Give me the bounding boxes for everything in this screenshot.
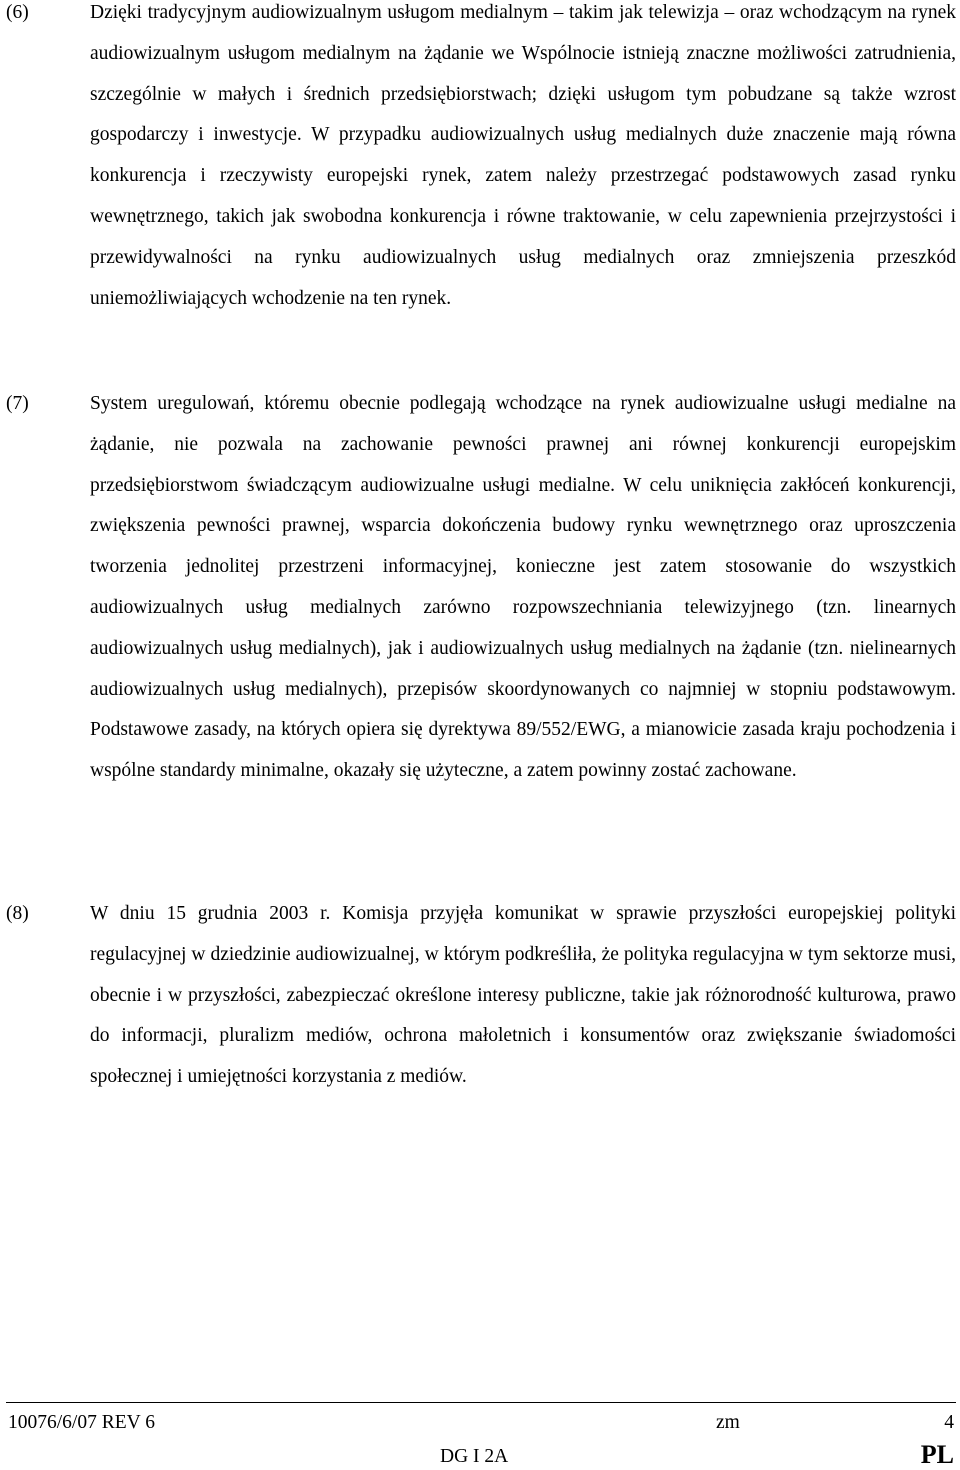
paragraph-number: (8): [6, 903, 29, 924]
paragraph-6: [6, 0, 956, 319]
paragraph-text: W dniu 15 grudnia 2003 r. Komisja przyjęła komunikat w sprawie przyszłości europejskiej polityki regulacyjnej w dziedzinie audiowizualnej, w którym podkreśliła, że polityka regulacyjna w tym sektorze musi, obecnie i w przyszłości, zabezpieczać określone interesy publiczne, takie jak różnorodność kulturowa, prawo do informacji, pluralizm mediów, ochrona małoletnich i konsumentów oraz zwiększanie świadomości społecznej i umiejętności korzystania z mediów.: [90, 903, 956, 1088]
paragraph-text: System uregulowań, któremu obecnie podlegają wchodzące na rynek audiowizualne usługi medialne na żądanie, nie pozwala na zachowanie pewności prawnej ani równej konkurencji europejskim przedsiębiorstwom świadczącym audiowizualne usługi medialne. W celu uniknięcia zakłóceń konkurencji, zwiększenia pewności prawnej, wsparcia dokończenia budowy rynku wewnętrznego oraz uproszczenia tworzenia jednolitej przestrzeni informacyjnej, konieczne jest zatem stosowanie do wszystkich audiowizualnych usług medialnych zarówno rozpowszechniania telewizyjnego (tzn. linearnych audiowizualnych usług medialnych), jak i audiowizualnych usług medialnych na żądanie (tzn. nielinearnych audiowizualnych usług medialnych), przepisów skoordynowanych co najmniej w stopniu podstawowym. Podstawowe zasady, na których opiera się dyrektywa 89/552/EWG, a mianowicie zasada kraju pochodzenia i wspólne standardy minimalne, okazały się użyteczne, a zatem powinny zostać zachowane.: [90, 393, 956, 782]
department-code: DG I 2A: [440, 1446, 509, 1467]
page-number: 4: [944, 1412, 954, 1433]
paragraph-8: [6, 894, 956, 1098]
document-reference: 10076/6/07 REV 6: [8, 1412, 155, 1433]
paragraph-number: (6): [6, 2, 29, 23]
paragraph-number: (7): [6, 393, 29, 414]
paragraph-text: Dzięki tradycyjnym audiowizualnym usługom medialnym – takim jak telewizja – oraz wchodzącym na rynek audiowizualnym usługom medialnym na żądanie we Wspólnocie istnieją znaczne możliwości zatrudnienia, szczególnie w małych i średnich przedsiębiorstwach; dzięki usługom tym pobudzane są także wzrost gospodarczy i inwestycje. W przypadku audiowizualnych usług medialnych duże znaczenie mają równa konkurencja i rzeczywisty europejski rynek, zatem należy przestrzegać podstawowych zasad rynku wewnętrznego, takich jak swobodna konkurencja i równe traktowanie, w celu zapewnienia przejrzystości i przewidywalności na rynku audiowizualnych usług medialnych oraz zmniejszenia przeszkód uniemożliwiających wchodzenie na ten rynek.: [90, 2, 956, 309]
footer-divider: [6, 1402, 956, 1403]
author-initials: zm: [716, 1412, 740, 1433]
paragraph-7: [6, 384, 956, 792]
language-code: PL: [920, 1440, 954, 1469]
